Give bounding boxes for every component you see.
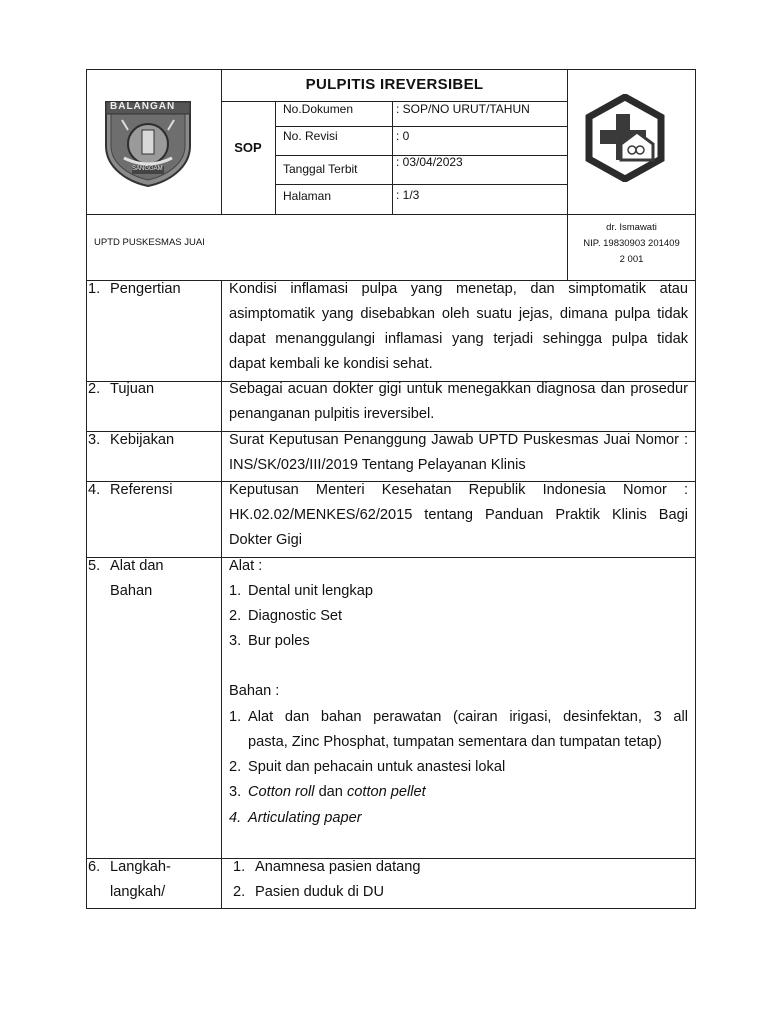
signer-nip-line2: 2 001 xyxy=(619,254,644,265)
section-4-number: 4. xyxy=(88,482,101,498)
meta-label-no-dokumen: No.Dokumen xyxy=(283,102,354,116)
section-4-label: Referensi xyxy=(110,482,173,498)
section-4-text: Keputusan Menteri Kesehatan Republik Indonesia Nomor : HK.02.02/MENKES/62/2015 tentang Panduan Praktik Klinis Bagi Dokter Gigi xyxy=(229,482,688,548)
section-6-number: 6. xyxy=(88,859,101,875)
section-2-text: Sebagai acuan dokter gigi untuk menegakkan diagnosa dan prosedur penanganan pulpitis ireversibel. xyxy=(229,381,688,422)
section-6-label-line1: Langkah- xyxy=(110,859,171,875)
puskesmas-logo xyxy=(585,94,665,182)
meta-value-no-dokumen: : SOP/NO URUT/TAHUN xyxy=(396,102,530,116)
document-title: PULPITIS IREVERSIBEL xyxy=(305,76,484,93)
alat-item-3: Bur poles xyxy=(248,633,310,649)
section-6-label-line2: langkah/ xyxy=(110,884,166,900)
bahan-item-2: Spuit dan pehacain untuk anastesi lokal xyxy=(248,759,506,775)
section-3-text: Surat Keputusan Penanggung Jawab UPTD Puskesmas Juai Nomor : INS/SK/023/III/2019 Tentang Pelayanan Klinis xyxy=(229,432,688,473)
section-1-number: 1. xyxy=(88,281,101,297)
bahan-item-3-part-a: Cotton roll xyxy=(248,784,315,800)
meta-label-halaman: Halaman xyxy=(283,189,332,203)
logo-banner-text: BALANGAN xyxy=(110,101,176,112)
alat-number-1: 1. xyxy=(229,583,242,599)
unit-name: UPTD PUSKESMAS JUAI xyxy=(94,237,205,248)
section-3-number: 3. xyxy=(88,432,101,448)
meta-label-tanggal-terbit: Tanggal Terbit xyxy=(283,162,358,176)
step-number-2: 2. xyxy=(233,884,246,900)
bahan-number-3: 3. xyxy=(229,784,242,800)
bahan-number-2: 2. xyxy=(229,759,242,775)
meta-value-tanggal-terbit: : 03/04/2023 xyxy=(396,155,463,169)
logo-bottom-text: SANGGAM xyxy=(132,166,163,172)
alat-item-1: Dental unit lengkap xyxy=(248,583,373,599)
bahan-item-1-line1: Alat dan bahan perawatan (cairan irigasi, desinfektan, 3 all xyxy=(248,709,688,725)
meta-value-no-revisi: : 0 xyxy=(396,129,410,143)
bahan-item-3 xyxy=(248,780,426,805)
bahan-item-3-part-b: dan xyxy=(314,784,347,800)
bahan-item-4: Articulating paper xyxy=(248,810,362,826)
section-5-label-line1: Alat dan xyxy=(110,558,164,574)
section-2-label: Tujuan xyxy=(110,381,155,397)
step-item-2: Pasien duduk di DU xyxy=(255,884,384,900)
section-5-number: 5. xyxy=(88,558,101,574)
step-number-1: 1. xyxy=(233,859,246,875)
step-item-1: Anamnesa pasien datang xyxy=(255,859,421,875)
meta-value-halaman: : 1/3 xyxy=(396,188,420,202)
balangan-emblem-logo xyxy=(102,100,194,188)
alat-number-3: 3. xyxy=(229,633,242,649)
signer-name: dr. Ismawati xyxy=(606,222,657,233)
bahan-item-1-line2: pasta, Zinc Phosphat, tumpatan sementara dan tumpatan tetap) xyxy=(248,734,662,750)
bahan-number-1: 1. xyxy=(229,709,242,725)
alat-item-2: Diagnostic Set xyxy=(248,608,343,624)
section-1-text: Kondisi inflamasi pulpa yang menetap, dan simptomatik atau asimptomatik yang disebabkan oleh suatu jejas, dimana pulpa tidak dapat menanggulangi inflamasi yang terjadi sehingga pulpa tidak dapat kembali ke kondisi sehat. xyxy=(229,281,688,372)
section-3-label: Kebijakan xyxy=(110,432,175,448)
bahan-heading: Bahan : xyxy=(229,683,280,699)
alat-heading: Alat : xyxy=(229,558,263,574)
section-1-label: Pengertian xyxy=(110,281,181,297)
bahan-item-3-part-c: cotton pellet xyxy=(346,784,426,800)
sop-label: SOP xyxy=(234,140,262,155)
signer-nip-line1: NIP. 19830903 201409 xyxy=(583,238,680,249)
section-2-number: 2. xyxy=(88,381,101,397)
section-5-label-line2: Bahan xyxy=(110,583,153,599)
alat-number-2: 2. xyxy=(229,608,242,624)
meta-label-no-revisi: No. Revisi xyxy=(283,129,338,143)
bahan-number-4: 4. xyxy=(229,810,242,826)
